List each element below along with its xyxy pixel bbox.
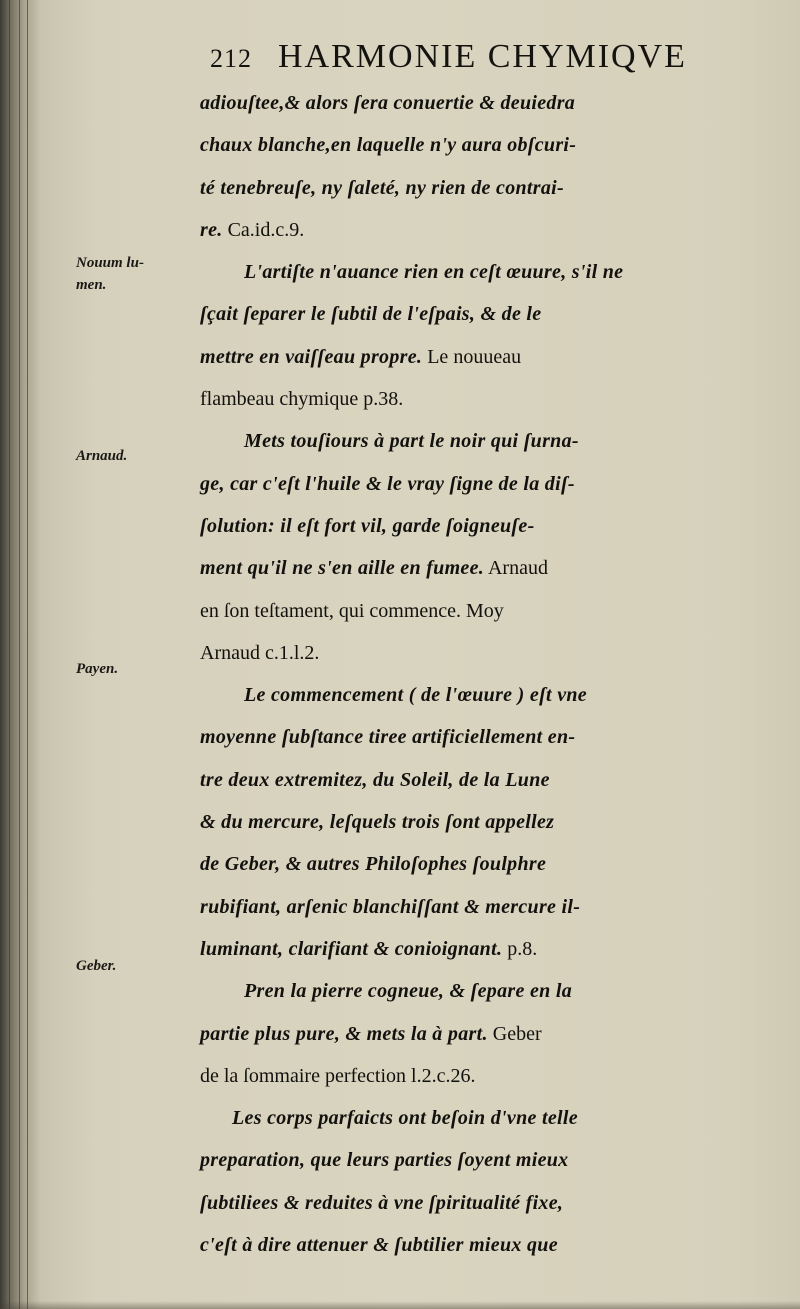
roman-text: Geber xyxy=(487,1022,542,1045)
text-line xyxy=(200,124,790,166)
text-line xyxy=(200,632,790,674)
margin-note-nouum-lumen: Nouum lu- men. xyxy=(76,255,144,293)
italic-text: adiouſtee,& alors ſera conuertie & deuiedra xyxy=(200,92,576,114)
italic-text: Pren la pierre cogneue, & ſepare en la xyxy=(244,980,573,1003)
page-number: 212 xyxy=(210,44,252,73)
italic-text: partie plus pure, & mets la à part. xyxy=(200,1022,488,1045)
italic-text: chaux blanche,en laquelle n'y aura obſcuri- xyxy=(200,134,577,157)
margin-note-payen: Payen. xyxy=(76,661,119,677)
text-line xyxy=(200,378,790,420)
text-line xyxy=(200,1139,790,1181)
text-line xyxy=(200,1224,790,1266)
text-line xyxy=(200,82,790,124)
italic-text: preparation, que leurs parties ſoyent mieux xyxy=(200,1149,569,1172)
text-line xyxy=(200,209,790,251)
gutter-line xyxy=(19,0,20,1309)
text-line xyxy=(200,420,790,462)
text-line xyxy=(200,1013,790,1055)
roman-text: Arnaud c.1.l.2. xyxy=(200,641,320,664)
page-header xyxy=(210,38,800,82)
text-line xyxy=(200,716,790,758)
gutter-line xyxy=(27,0,28,1309)
roman-text: p.8. xyxy=(502,937,538,960)
italic-text: ment qu'il ne s'en aille en fumee. xyxy=(200,557,485,580)
italic-text: luminant, clarifiant & conioignant. xyxy=(200,937,503,960)
text-line xyxy=(200,970,790,1012)
italic-text: Mets touſiours à part le noir qui ſurna- xyxy=(244,430,579,453)
gutter-line xyxy=(9,0,10,1309)
text-line xyxy=(200,590,790,632)
text-line xyxy=(200,463,790,505)
roman-text: en ſon teſtament, qui commence. Moy xyxy=(200,599,504,622)
roman-text: flambeau chymique p.38. xyxy=(200,388,404,411)
roman-text: Arnaud xyxy=(484,557,548,580)
italic-text: mettre en vaiſſeau propre. xyxy=(200,345,423,368)
italic-text: L'artiſte n'auance rien en ceſt œuure, s'il ne xyxy=(244,261,624,284)
text-line xyxy=(200,293,790,335)
text-line xyxy=(200,886,790,928)
page-bottom-edge xyxy=(0,1301,800,1309)
italic-text: moyenne ſubſtance tiree artificiellement en- xyxy=(200,726,576,749)
text-line xyxy=(200,1055,790,1097)
margin-note-geber: Geber. xyxy=(76,958,117,974)
roman-text: Le nouueau xyxy=(422,345,522,368)
italic-text: ſolution: il eſt fort vil, garde ſoigneuſe- xyxy=(200,514,535,537)
roman-text: Ca.id.c.9. xyxy=(222,218,305,241)
page-gutter-shadow xyxy=(0,0,40,1309)
italic-text: tre deux extremitez, du Soleil, de la Lune xyxy=(200,768,550,791)
text-line xyxy=(200,928,790,970)
text-line xyxy=(200,251,790,293)
margin-note-arnaud: Arnaud. xyxy=(76,448,128,464)
italic-text: re. xyxy=(200,218,223,241)
main-text-block xyxy=(200,82,790,1266)
text-line xyxy=(200,801,790,843)
italic-text: Les corps parfaicts ont beſoin d'vne telle xyxy=(232,1107,578,1130)
running-title: HARMONIE CHYMIQVE xyxy=(278,38,687,75)
text-line xyxy=(200,505,790,547)
italic-text: de Geber, & autres Philoſophes ſoulphre xyxy=(200,853,547,876)
italic-text: ſubtiliees & reduites à vne ſpiritualité fixe, xyxy=(200,1191,564,1214)
text-line xyxy=(200,547,790,589)
roman-text: de la ſommaire perfection l.2.c.26. xyxy=(200,1064,476,1087)
italic-text: ſçait ſeparer le ſubtil de l'eſpais, & de le xyxy=(200,303,542,326)
text-line xyxy=(200,1182,790,1224)
italic-text: ge, car c'eſt l'huile & le vray ſigne de la diſ- xyxy=(200,472,575,495)
text-line xyxy=(200,167,790,209)
text-line xyxy=(200,759,790,801)
text-line xyxy=(200,843,790,885)
italic-text: Le commencement ( de l'œuure ) eſt vne xyxy=(244,684,587,707)
text-line xyxy=(200,336,790,378)
text-line xyxy=(200,674,790,716)
italic-text: té tenebreuſe, ny ſaleté, ny rien de contrai- xyxy=(200,176,564,199)
text-line xyxy=(200,1097,790,1139)
italic-text: & du mercure, leſquels trois ſont appellez xyxy=(200,811,555,834)
italic-text: rubifiant, arſenic blanchiſſant & mercure il- xyxy=(200,895,581,918)
italic-text: c'eſt à dire attenuer & ſubtilier mieux que xyxy=(200,1234,558,1257)
